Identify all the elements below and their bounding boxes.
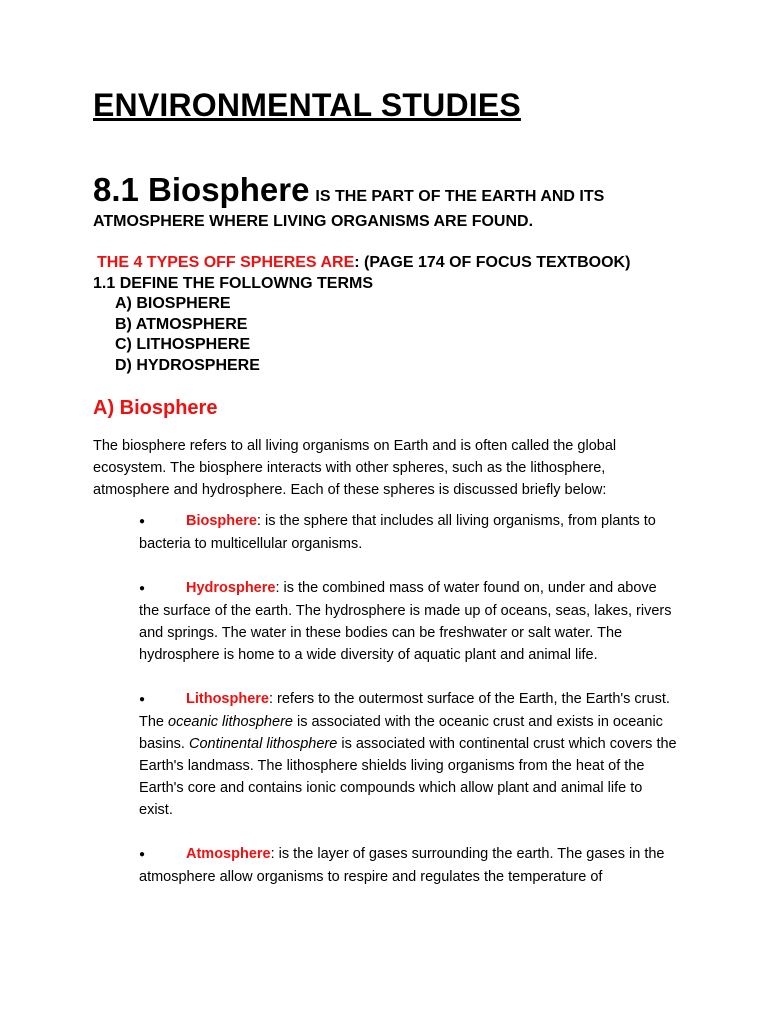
section-number-title: 8.1 Biosphere (93, 171, 310, 208)
term-item: D) HYDROSPHERE (115, 356, 260, 374)
sphere-types-block (93, 253, 713, 376)
document-title: ENVIRONMENTAL STUDIES (93, 87, 521, 123)
sphere-types-lead-red: THE 4 TYPES OFF SPHERES ARE (97, 254, 355, 271)
list-item (139, 577, 679, 666)
bullet-text: is associated with continental crust which covers the Earth's landmass. The lithosphere shields living organisms from the heat of the Earth's core and contains ionic compounds which allow plant and animal life to exist. (139, 736, 677, 818)
bullet-icon: ● (139, 583, 146, 594)
intro-paragraph: The biosphere refers to all living organisms on Earth and is often called the global ecosystem. The biosphere interacts with other spheres, such as the lithosphere, atmosphere and hydrosphere. Each of these spheres is discussed briefly below: (93, 438, 617, 498)
bullet-italic-term: oceanic lithosphere (168, 714, 293, 730)
bullet-text: : is the combined mass of water found on, under and above the surface of the earth. The hydrosphere is made up of oceans, seas, lakes, rivers and springs. The water in these bodies can be freshwater or salt water. The hydrosphere is home to a wide diversity of aquatic plant and animal life. (139, 580, 672, 663)
sphere-bullet-list (139, 510, 679, 910)
bullet-text: : refers to the outermost surface of the Earth, the Earth's crust. The (139, 691, 670, 730)
bullet-term: Hydrosphere (186, 580, 276, 596)
bullet-text: is associated with the oceanic crust and exists in oceanic basins. (139, 714, 663, 752)
bullet-text: : is the sphere that includes all living organisms, from plants to bacteria to multicellular organisms. (139, 513, 656, 552)
biosphere-subheading: A) Biosphere (93, 397, 218, 419)
bullet-italic-term: Continental lithosphere (188, 736, 338, 752)
section-definition: IS THE PART OF THE EARTH AND ITS ATMOSPHERE WHERE LIVING ORGANISMS ARE FOUND. (93, 188, 605, 230)
bullet-term: Lithosphere (186, 691, 269, 707)
bullet-icon: ● (139, 849, 146, 860)
list-item (139, 688, 679, 821)
bullet-icon: ● (139, 516, 146, 527)
define-terms-subtitle: 1.1 DEFINE THE FOLLOWNG TERMS (93, 274, 374, 292)
sphere-types-lead (97, 253, 713, 274)
list-item (139, 510, 679, 555)
section-heading (93, 170, 693, 234)
sphere-types-lead-reference: : (PAGE 174 OF FOCUS TEXTBOOK) (354, 254, 631, 271)
term-item: A) BIOSPHERE (115, 295, 231, 312)
term-item: B) ATMOSPHERE (115, 315, 248, 333)
bullet-icon: ● (139, 694, 146, 705)
bullet-term: Atmosphere (186, 846, 271, 862)
bullet-text: : is the layer of gases surrounding the earth. The gases in the atmosphere allow organisms to respire and regulates the temperature of (139, 846, 665, 885)
bullet-term: Biosphere (186, 513, 257, 529)
list-item (139, 843, 679, 888)
term-item: C) LITHOSPHERE (115, 336, 251, 353)
